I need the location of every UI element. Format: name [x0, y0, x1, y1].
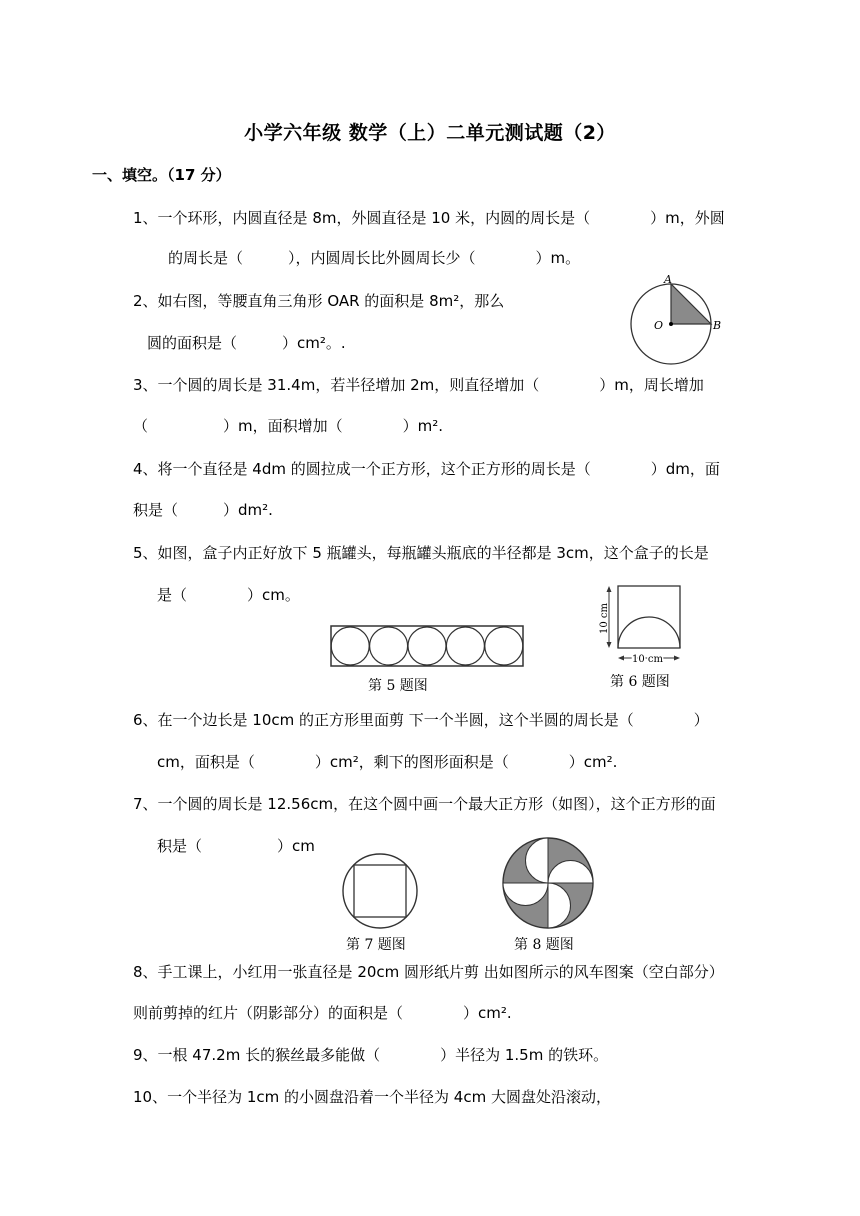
- figure-5-box-of-cans: [328, 624, 528, 694]
- figure-5-can: [446, 627, 484, 665]
- figure-5-caption: 第 5 题图: [368, 678, 428, 694]
- figure-6-width-label: 10 cm: [632, 654, 663, 665]
- figure-2-circle-triangle: [625, 272, 730, 367]
- figure-8-pinwheel: [498, 835, 604, 955]
- question-3-line-2: （ ）m，面积增加（ ）m².: [133, 417, 444, 435]
- figure-6-semicircle: [618, 617, 680, 648]
- figure-7-caption: 第 7 题图: [346, 937, 406, 953]
- question-5-line-1: 5、如图，盒子内正好放下 5 瓶罐头，每瓶罐头瓶底的半径都是 3cm，这个盒子的长是: [133, 544, 709, 562]
- figure-2-label-a: A: [664, 273, 672, 286]
- figure-5-can: [408, 627, 446, 665]
- question-2-line-1: 2、如右图，等腰直角三角形 OAR 的面积是 8m²，那么: [133, 292, 505, 310]
- figure-6-caption: 第 6 题图: [610, 674, 670, 690]
- question-9-line-1: 9、一根 47.2m 长的猴丝最多能做（ ）半径为 1.5m 的铁环。: [133, 1046, 609, 1064]
- figure-5-can: [331, 627, 369, 665]
- question-1-line-2: 的周长是（ ），内圆周长比外圆周长少（ ）m。: [168, 249, 581, 267]
- question-4-line-1: 4、将一个直径是 4dm 的圆拉成一个正方形，这个正方形的周长是（ ）dm，面: [133, 460, 720, 478]
- figure-7-circle-square: [338, 851, 428, 955]
- section-heading: 一、填空。（17 分）: [92, 166, 231, 184]
- question-10-line-1: 10、一个半径为 1cm 的小圆盘沿着一个半径为 4cm 大圆盘处沿滚动，: [133, 1088, 611, 1106]
- question-8-line-1: 8、手工课上，小红用一张直径是 20cm 圆形纸片剪 出如图所示的风车图案（空白部分）: [133, 963, 724, 981]
- question-1-line-1: 1、一个环形，内圆直径是 8m，外圆直径是 10 米，内圆的周长是（ ）m，外圆: [133, 209, 725, 227]
- figure-6-height-label: 10 cm: [599, 603, 610, 634]
- question-6-line-2: cm，面积是（ ）cm²，剩下的图形面积是（ ）cm².: [157, 753, 618, 771]
- figure-2-center-dot: [669, 322, 673, 326]
- figure-6-square-semicircle: [598, 582, 693, 692]
- question-6-line-1: 6、在一个边长是 10cm 的正方形里面剪 下一个半圆，这个半圆的周长是（ ）: [133, 711, 709, 729]
- figure-7-square: [354, 865, 406, 917]
- question-2-line-2: 圆的面积是（ ）cm²。.: [147, 334, 346, 352]
- figure-2-label-o: O: [654, 319, 664, 332]
- figure-2-label-b: B: [713, 319, 722, 332]
- question-7-line-2: 积是（ ）cm: [157, 837, 315, 855]
- question-4-line-2: 积是（ ）dm².: [133, 501, 273, 519]
- question-7-line-1: 7、一个圆的周长是 12.56cm，在这个圆中画一个最大正方形（如图），这个正方形的面: [133, 795, 716, 813]
- question-8-line-2: 则前剪掉的红片（阴影部分）的面积是（ ）cm².: [133, 1004, 512, 1022]
- figure-5-box: [331, 626, 523, 666]
- figure-5-can: [485, 627, 523, 665]
- figure-5-can: [370, 627, 408, 665]
- question-3-line-1: 3、一个圆的周长是 31.4m，若半径增加 2m，则直径增加（ ）m，周长增加: [133, 376, 704, 394]
- figure-8-caption: 第 8 题图: [514, 937, 574, 953]
- question-5-line-2: 是（ ）cm。: [157, 586, 300, 604]
- page-title: 小学六年级 数学（上）二单元测试题（2）: [244, 122, 616, 144]
